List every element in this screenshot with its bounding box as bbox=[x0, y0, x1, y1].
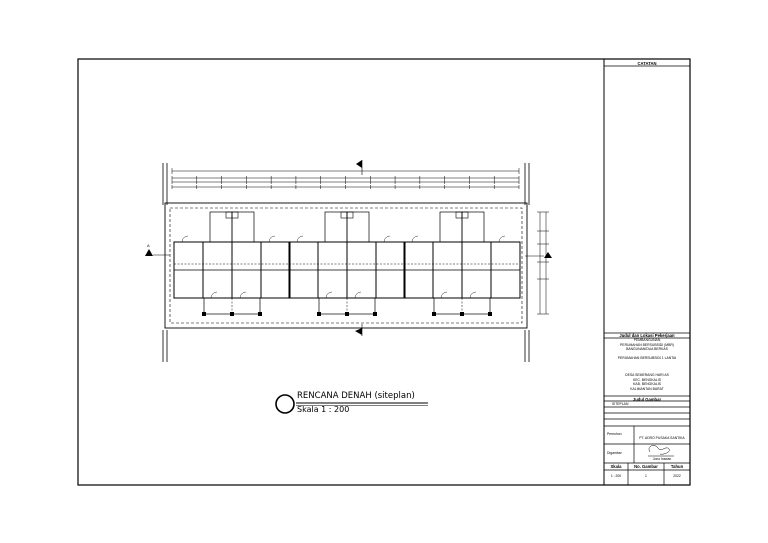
door-swing bbox=[499, 236, 505, 242]
title-block-lines bbox=[604, 66, 690, 485]
kitchen-wing bbox=[462, 212, 484, 242]
section-marker-west bbox=[145, 249, 170, 256]
bathroom bbox=[456, 212, 462, 218]
notes-header: CATATAN bbox=[637, 60, 657, 66]
bathroom bbox=[226, 212, 232, 218]
door-swing bbox=[269, 236, 275, 242]
footer-value-scale: 1 : 200 bbox=[610, 474, 622, 478]
owner-value: PT. ADRO PUSAKA SANTIKA bbox=[639, 436, 685, 440]
door-swing bbox=[211, 292, 217, 298]
door-swing bbox=[470, 292, 476, 298]
project-line: BANGUNAN/DUA BERKAS bbox=[626, 347, 668, 351]
bathroom bbox=[341, 212, 347, 218]
footer-header-year: Tahun bbox=[670, 464, 684, 469]
door-swing bbox=[326, 292, 332, 298]
column-marker bbox=[489, 313, 492, 316]
drafter-label: Digambar bbox=[607, 451, 622, 455]
owner-label: Pemohon bbox=[607, 432, 622, 436]
project-line: PERUMAHAN BERSUBSIDI (MBR) bbox=[620, 342, 674, 347]
signature-stamp bbox=[648, 445, 674, 456]
door-swing bbox=[355, 292, 361, 298]
section-marker-east bbox=[525, 252, 552, 258]
door-swing bbox=[384, 236, 390, 242]
drawing-row: SITEPLAN bbox=[612, 401, 629, 406]
door-swing bbox=[412, 236, 418, 242]
top-dimension-chains bbox=[172, 168, 519, 189]
kitchen-wing bbox=[325, 212, 347, 242]
kitchen-wing bbox=[210, 212, 232, 242]
setback-line bbox=[170, 208, 522, 323]
site-outline bbox=[165, 203, 527, 328]
project-line: KALIMANTAN BARAT bbox=[630, 386, 664, 391]
door-swing bbox=[297, 236, 303, 242]
bathroom bbox=[347, 212, 353, 218]
site-boundary-lines bbox=[163, 163, 529, 362]
footer-value-number: 1 bbox=[645, 474, 647, 478]
column-marker bbox=[203, 313, 206, 316]
kitchen-wing bbox=[440, 212, 462, 242]
right-dimension-chain bbox=[537, 212, 549, 314]
drawing-title-circle bbox=[276, 395, 294, 413]
project-line: PERUMAHAN BERSUBSIDI 1 LANTAI bbox=[617, 356, 677, 360]
section-marker-label: A bbox=[147, 243, 150, 248]
door-swing bbox=[441, 292, 447, 298]
bathroom bbox=[232, 212, 238, 218]
project-line: DESA SEMERANG HARI AS bbox=[625, 373, 669, 377]
column-marker bbox=[231, 313, 234, 316]
footer-header-number: No. Gambar bbox=[634, 464, 658, 469]
project-header: Judul dan Lokasi Pekerjaan bbox=[619, 333, 675, 338]
section-marker-south bbox=[355, 324, 362, 336]
kitchen-wing bbox=[232, 212, 254, 242]
door-swing bbox=[182, 236, 188, 242]
house-units bbox=[174, 212, 520, 316]
footer-value-year: 2022 bbox=[673, 474, 681, 478]
drafter-value: Jono Irawan bbox=[652, 456, 672, 461]
column-marker bbox=[433, 313, 436, 316]
bathroom bbox=[462, 212, 468, 218]
column-marker bbox=[259, 313, 262, 316]
project-line: PEMBANGUNAN bbox=[633, 338, 661, 342]
drawing-header: Judul Gambar bbox=[632, 396, 662, 402]
project-line: KAB. BENGKALIS bbox=[633, 382, 661, 386]
column-marker bbox=[374, 313, 377, 316]
drawing-title: RENCANA DENAH (siteplan) bbox=[297, 391, 415, 401]
column-marker bbox=[346, 313, 349, 316]
kitchen-wing bbox=[347, 212, 369, 242]
drawing-scale: Skala 1 : 200 bbox=[297, 405, 350, 414]
footer-header-scale: Skala bbox=[610, 464, 622, 469]
section-marker-north bbox=[356, 160, 362, 175]
project-line: KEC. BENGKALIS bbox=[632, 377, 662, 382]
column-marker bbox=[318, 313, 321, 316]
door-swing bbox=[240, 292, 246, 298]
column-marker bbox=[461, 313, 464, 316]
